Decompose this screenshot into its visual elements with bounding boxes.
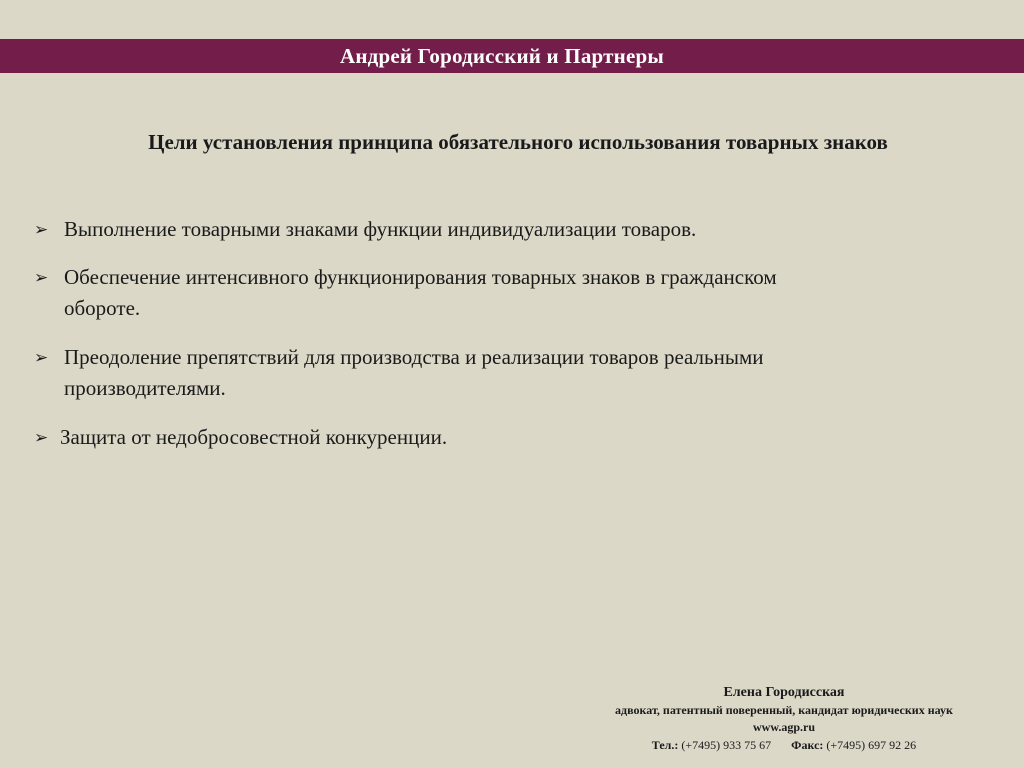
bullet-item	[34, 342, 763, 404]
bullet-line: Обеспечение интенсивного функционирования товарных знаков в гражданском	[64, 265, 777, 289]
bullet-line: Преодоление препятствий для производства и реализации товаров реальными	[64, 345, 764, 369]
bullet-text	[64, 262, 777, 324]
header-title: Андрей Городисский и Партнеры	[340, 43, 664, 68]
bullet-item	[34, 214, 696, 245]
fax-number: (+7495) 697 92 26	[826, 738, 917, 752]
bullet-text	[60, 422, 447, 453]
bullet-text	[64, 342, 763, 404]
bullet-item	[34, 422, 447, 453]
header-bar	[0, 39, 1024, 73]
arrow-bullet-icon: ➢	[34, 348, 49, 367]
arrow-bullet-icon: ➢	[34, 428, 49, 447]
bullet-line: производителями.	[64, 376, 226, 400]
bullet-line: Выполнение товарными знаками функции индивидуализации товаров.	[64, 217, 697, 241]
bullet-item	[34, 262, 777, 324]
footer-contact-block	[560, 684, 1008, 755]
arrow-bullet-icon: ➢	[34, 220, 49, 239]
footer-role: адвокат, патентный поверенный, кандидат юридических наук	[615, 703, 953, 717]
footer-contacts	[560, 736, 1008, 755]
phone-number: (+7495) 933 75 67	[681, 738, 772, 752]
bullet-line: обороте.	[64, 296, 141, 320]
slide-title: Цели установления принципа обязательного использования товарных знаков	[148, 130, 888, 154]
bullet-line: Защита от недобросовестной конкуренции.	[60, 425, 448, 449]
arrow-bullet-icon: ➢	[34, 268, 49, 287]
footer-name: Елена Городисская	[723, 685, 845, 700]
phone-label: Тел.:	[651, 738, 679, 752]
bullet-text	[64, 214, 696, 245]
fax-label: Факс:	[791, 738, 824, 752]
footer-website-link[interactable]: www.agp.ru	[752, 720, 815, 734]
